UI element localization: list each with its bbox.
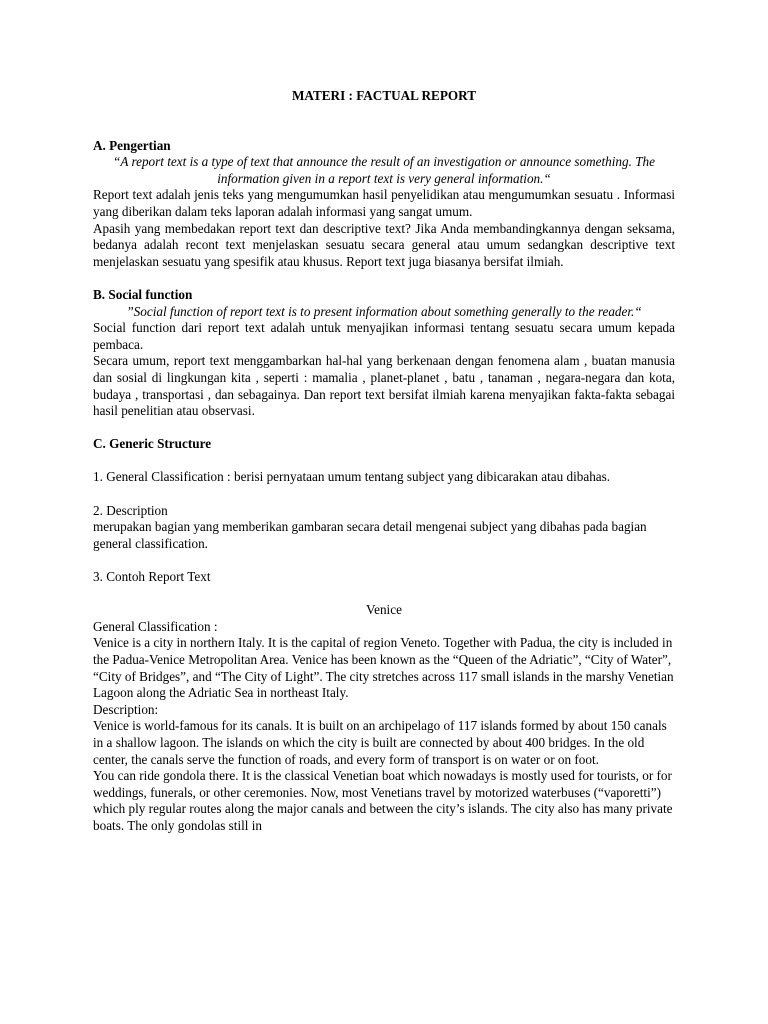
section-b-paragraph-2: Secara umum, report text menggambarkan hal-hal yang berkenaan dengan fenomena alam , buatan manusia dan sosial di lingkungan kita , seperti : mamalia , planet-planet , batu , tanaman , negara-negara dan kota, budaya , transportasi , dan sebagainya. Dan report text bersifat ilmiah karena menyajikan fakta-fakta sebagai hasil penelitian atau observasi. <box>93 353 675 419</box>
page-title: MATERI : FACTUAL REPORT <box>291 88 477 103</box>
example-description-label: Description: <box>93 701 159 717</box>
example-gc-label: General Classification : <box>93 618 218 634</box>
section-a-paragraph-2: Apasih yang membedakan report text dan descriptive text? Jika Anda membandingkannya dengan seksama, bedanya adalah recont text menjelaskan sesuatu secara general atau umum sedangkan descriptive text menjelaskan sesuatu yang spesifik atau khusus. Report text juga biasanya bersifat ilmiah. <box>93 220 675 269</box>
section-a-heading: A. Pengertian <box>93 137 171 153</box>
section-b-heading: B. Social function <box>93 286 193 302</box>
section-a-quote: “A report text is a type of text that announce the result of an investigation or announce something. The information given in a report text is very general information.“ <box>113 154 655 186</box>
structure-item-1: 1. General Classification : berisi pernyataan umum tentang subject yang dibicarakan atau dibahas. <box>93 469 611 485</box>
document-body <box>93 82 675 835</box>
structure-item-3-label: 3. Contoh Report Text <box>93 569 211 585</box>
example-description-paragraph-2: You can ride gondola there. It is the classical Venetian boat which nowadays is mostly used for tourists, or for weddings, funerals, or other ceremonies. Now, most Venetians travel by motorized waterbuses (“vaporetti”) which ply regular routes along the major canals and between the city’s islands. The city also has many private boats. The only gondolas still in <box>93 768 673 833</box>
example-title: Venice <box>366 602 402 618</box>
section-b-quote: ”Social function of report text is to present information about something generally to the reader.“ <box>126 303 642 319</box>
section-b-paragraph-1: Social function dari report text adalah untuk menyajikan informasi tentang sesuatu secara umum kepada pembaca. <box>93 320 675 352</box>
section-a-paragraph-1: Report text adalah jenis teks yang mengumumkan hasil penyelidikan atau mengumumkan sesuatu . Informasi yang diberikan dalam teks laporan adalah informasi yang sangat umum. <box>93 187 675 219</box>
section-c-heading: C. Generic Structure <box>93 436 212 452</box>
example-description-paragraph-1: Venice is world-famous for its canals. It is built on an archipelago of 117 islands formed by about 150 canals in a shallow lagoon. The islands on which the city is built are connected by about 400 bridges. In the old center, the canals serve the function of roads, and every form of transport is on water or on foot. <box>93 718 667 767</box>
structure-item-2-text: merupakan bagian yang memberikan gambaran secara detail mengenai subject yang dibahas pada bagian general classification. <box>93 519 647 551</box>
example-gc-text: Venice is a city in northern Italy. It is the capital of region Veneto. Together with Padua, the city is included in the Padua-Venice Metropolitan Area. Venice has been known as the “Queen of the Adriatic”, “City of Water”, “City of Bridges”, and “The City of Light”. The city stretches across 117 small islands in the marshy Venetian Lagoon along the Adriatic Sea in northeast Italy. <box>93 635 674 701</box>
structure-item-2-label: 2. Description <box>93 502 168 518</box>
